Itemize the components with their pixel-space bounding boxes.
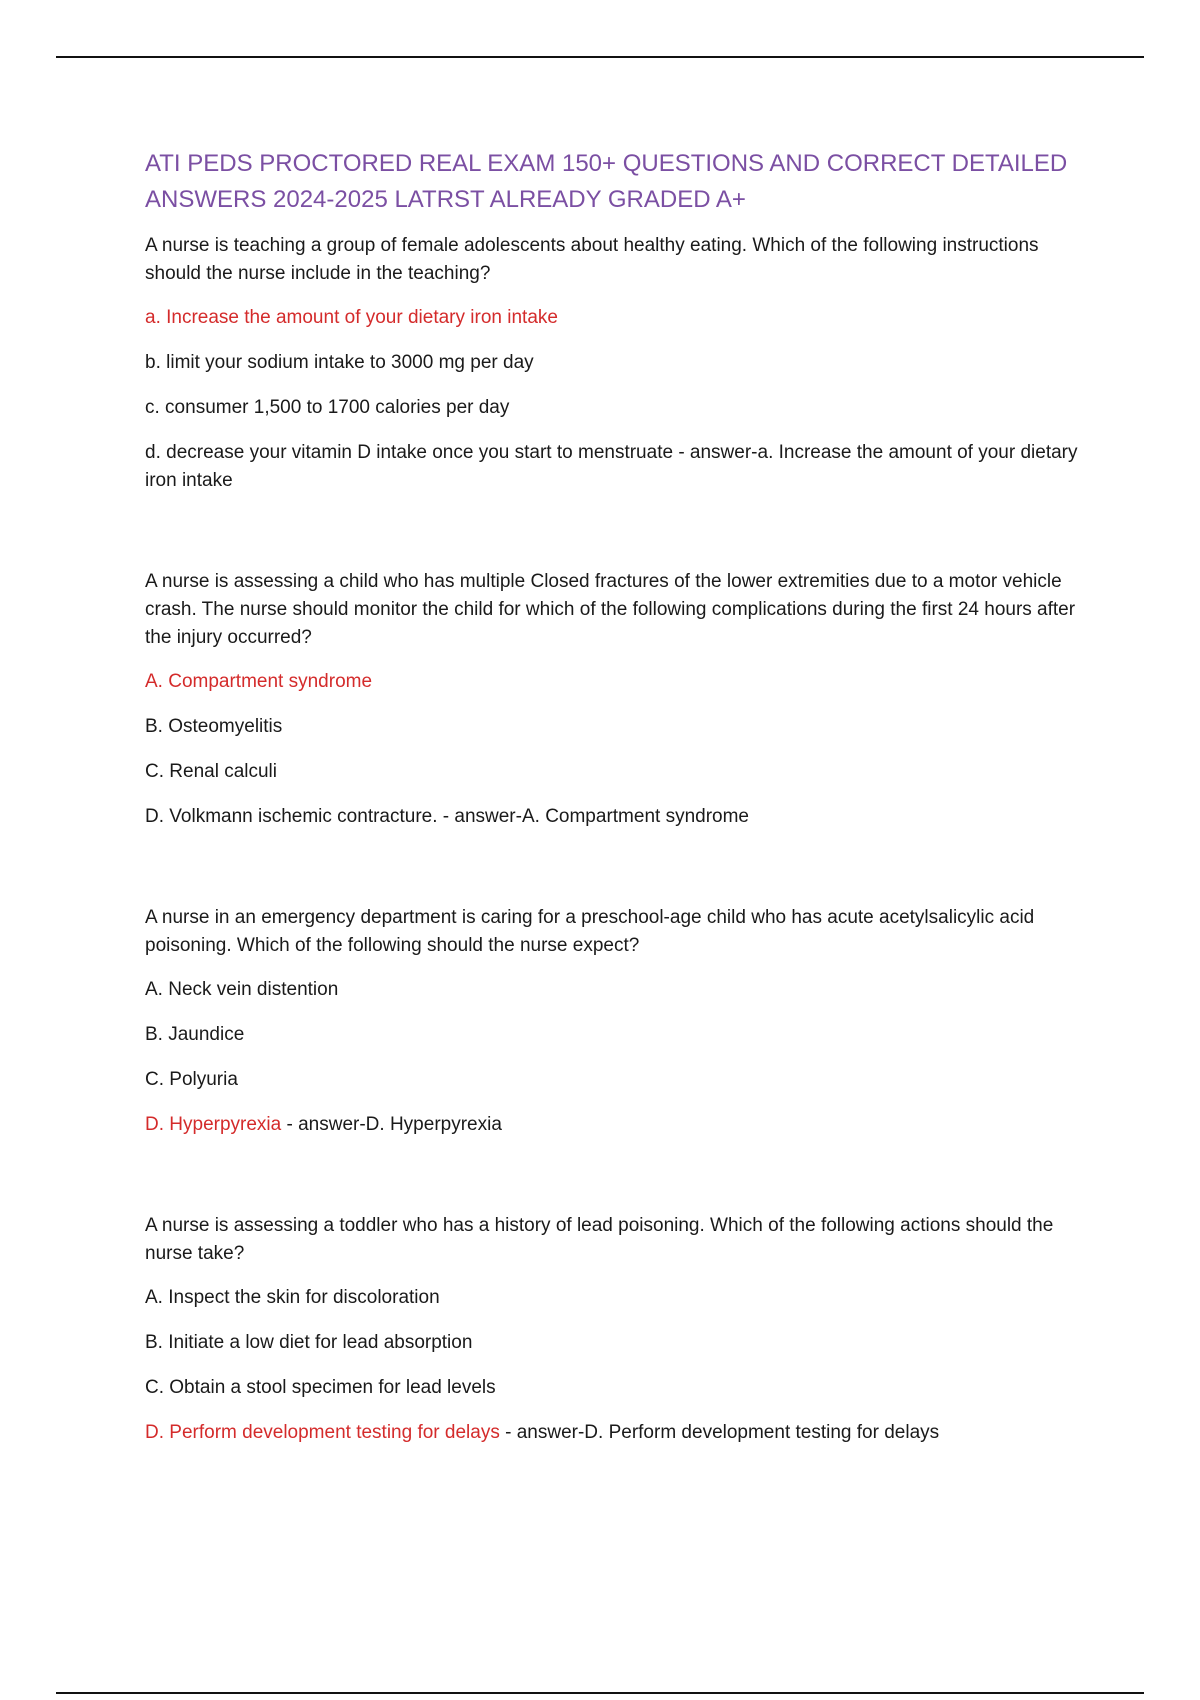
answer-option: B. Osteomyelitis (145, 716, 283, 737)
question-stem: A nurse is teaching a group of female adolescents about healthy eating. Which of the following instructions should the nurse include in the teaching? (145, 235, 1039, 284)
answer-option: A. Neck vein distention (145, 979, 339, 1000)
answer-option: C. Obtain a stool specimen for lead levels (145, 1377, 496, 1398)
answer-option: c. consumer 1,500 to 1700 calories per day (145, 397, 510, 418)
correct-answer-highlight: D. Hyperpyrexia (145, 1114, 282, 1135)
bottom-rule (56, 1692, 1144, 1694)
answer-option: C. Renal calculi (145, 761, 277, 782)
answer-option: D. Volkmann ischemic contracture. - answer-A. Compartment syndrome (145, 806, 749, 827)
question-block (145, 1212, 1095, 1447)
answer-key: - answer-D. Perform development testing for delays (499, 1422, 940, 1443)
question-stem: A nurse in an emergency department is caring for a preschool-age child who has acute acetylsalicylic acid poisoning. Which of the following should the nurse expect? (145, 907, 1035, 956)
answer-option-correct: A. Compartment syndrome (145, 671, 373, 692)
question-block (145, 232, 1095, 495)
answer-key: - answer-D. Hyperpyrexia (281, 1114, 502, 1135)
correct-answer-highlight: D. Perform development testing for delays (145, 1422, 500, 1443)
answer-option: B. Initiate a low diet for lead absorption (145, 1332, 473, 1353)
question-stem: A nurse is assessing a toddler who has a history of lead poisoning. Which of the following actions should the nurse take? (145, 1215, 1054, 1264)
document-body (145, 146, 1095, 1464)
answer-option-correct: a. Increase the amount of your dietary iron intake (145, 307, 558, 328)
question-block (145, 904, 1095, 1139)
question-block (145, 568, 1095, 831)
document-title: ATI PEDS PROCTORED REAL EXAM 150+ QUESTIONS AND CORRECT DETAILED ANSWERS 2024-2025 LATRST ALREADY GRADED A+ (145, 150, 1068, 213)
answer-option: A. Inspect the skin for discoloration (145, 1287, 440, 1308)
answer-option: C. Polyuria (145, 1069, 238, 1090)
answer-option: d. decrease your vitamin D intake once you start to menstruate - answer-a. Increase the amount of your dietary iron intake (145, 442, 1078, 491)
answer-option-with-key (145, 1419, 1095, 1447)
answer-option-with-key (145, 1111, 1095, 1139)
question-stem: A nurse is assessing a child who has multiple Closed fractures of the lower extremities due to a motor vehicle crash. The nurse should monitor the child for which of the following complications during the first 24 hours after the injury occurred? (145, 571, 1076, 648)
top-rule (56, 56, 1144, 58)
answer-option: B. Jaundice (145, 1024, 245, 1045)
answer-option: b. limit your sodium intake to 3000 mg per day (145, 352, 534, 373)
